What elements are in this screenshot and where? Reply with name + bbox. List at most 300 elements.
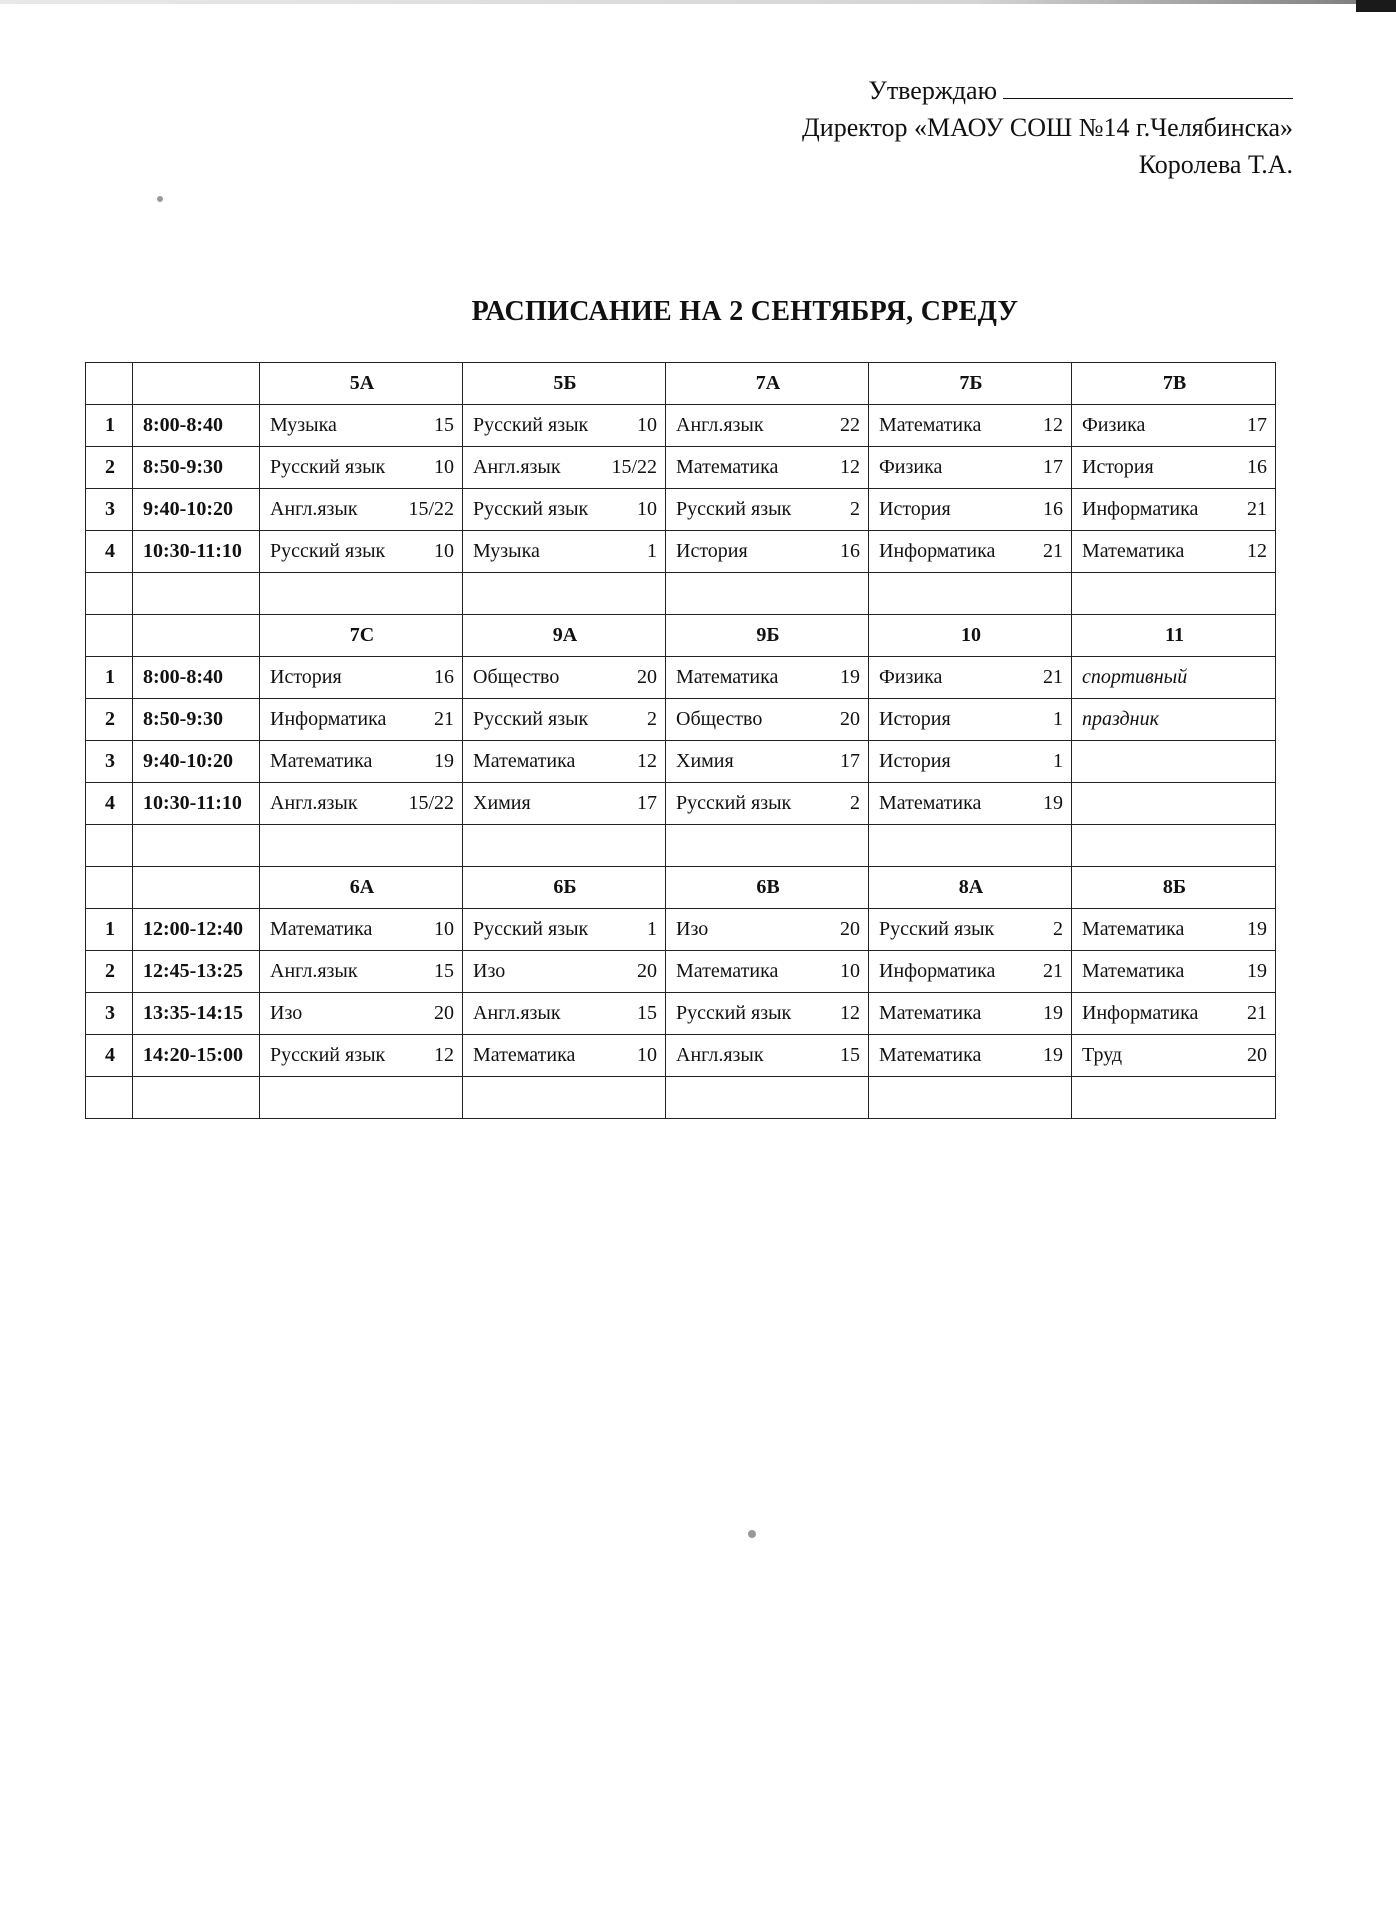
subject-name: Музыка	[473, 540, 540, 562]
empty-cell	[463, 825, 666, 867]
lesson-cell	[463, 1035, 666, 1077]
empty-cell	[133, 867, 260, 909]
lesson-time: 8:50-9:30	[133, 699, 260, 741]
class-name: 9Б	[666, 615, 869, 657]
room-number: 20	[840, 918, 860, 940]
lesson-cell	[260, 741, 463, 783]
subject-name: Математика	[270, 750, 373, 772]
class-name: 10	[869, 615, 1072, 657]
class-name: 8Б	[1072, 867, 1276, 909]
room-number: 16	[1247, 456, 1267, 478]
empty-cell	[86, 867, 133, 909]
empty-cell	[133, 573, 260, 615]
lesson-cell	[666, 1035, 869, 1077]
lesson-entry	[473, 792, 657, 815]
subject-name: История	[879, 750, 951, 772]
room-number: 19	[1043, 1002, 1063, 1024]
lesson-entry	[270, 1002, 454, 1025]
lesson-entry	[1082, 918, 1267, 941]
lesson-entry	[270, 918, 454, 941]
subject-name: Англ.язык	[473, 1002, 561, 1024]
lesson-time: 13:35-14:15	[133, 993, 260, 1035]
lesson-entry	[879, 792, 1063, 815]
lesson-time: 8:50-9:30	[133, 447, 260, 489]
lesson-row	[86, 489, 1276, 531]
lesson-cell	[869, 951, 1072, 993]
room-number: 19	[1247, 960, 1267, 982]
class-name: 6Б	[463, 867, 666, 909]
lesson-entry	[270, 498, 454, 521]
room-number: 16	[840, 540, 860, 562]
room-number: 2	[1053, 918, 1063, 940]
room-number: 1	[1053, 750, 1063, 772]
subject-name: Музыка	[270, 414, 337, 436]
lesson-entry	[676, 960, 860, 983]
class-name: 5Б	[463, 363, 666, 405]
room-number: 17	[840, 750, 860, 772]
room-number: 20	[434, 1002, 454, 1024]
class-name: 7А	[666, 363, 869, 405]
lesson-entry	[270, 414, 454, 437]
lesson-entry	[473, 918, 657, 941]
subject-name: Математика	[270, 918, 373, 940]
lesson-row	[86, 951, 1276, 993]
subject-name: Англ.язык	[270, 960, 358, 982]
lesson-cell	[666, 993, 869, 1035]
class-name: 8А	[869, 867, 1072, 909]
subject-name: Информатика	[1082, 1002, 1199, 1024]
subject-name: История	[879, 498, 951, 520]
lesson-cell	[1072, 909, 1276, 951]
lesson-cell	[869, 405, 1072, 447]
empty-cell	[133, 825, 260, 867]
subject-name: Русский язык	[270, 456, 386, 478]
empty-cell	[1072, 825, 1276, 867]
lesson-number: 3	[86, 741, 133, 783]
lesson-cell	[666, 531, 869, 573]
subject-name: Химия	[676, 750, 734, 772]
room-number: 10	[637, 414, 657, 436]
subject-name: Труд	[1082, 1044, 1123, 1066]
room-number: 19	[1043, 792, 1063, 814]
empty-cell	[260, 573, 463, 615]
lesson-cell	[463, 447, 666, 489]
lesson-cell	[1072, 993, 1276, 1035]
room-number: 19	[840, 666, 860, 688]
empty-cell	[869, 1077, 1072, 1119]
lesson-entry	[676, 1044, 860, 1067]
subject-name: Математика	[879, 1002, 982, 1024]
lesson-cell	[869, 741, 1072, 783]
lesson-entry	[473, 960, 657, 983]
lesson-row	[86, 741, 1276, 783]
spacer-row	[86, 573, 1276, 615]
room-number: 12	[840, 1002, 860, 1024]
lesson-number: 1	[86, 405, 133, 447]
room-number: 16	[434, 666, 454, 688]
lesson-cell	[260, 909, 463, 951]
subject-name: Англ.язык	[473, 456, 561, 478]
empty-cell	[86, 573, 133, 615]
subject-name: Информатика	[270, 708, 387, 730]
lesson-number: 3	[86, 489, 133, 531]
lesson-entry	[879, 918, 1063, 941]
lesson-cell	[463, 657, 666, 699]
room-number: 12	[1247, 540, 1267, 562]
lesson-entry	[1082, 1044, 1267, 1067]
lesson-number: 4	[86, 531, 133, 573]
empty-cell	[133, 363, 260, 405]
subject-name: Информатика	[879, 960, 996, 982]
room-number: 21	[1247, 498, 1267, 520]
lesson-cell	[260, 657, 463, 699]
lesson-entry	[473, 1044, 657, 1067]
lesson-row	[86, 699, 1276, 741]
lesson-cell	[1072, 405, 1276, 447]
subject-name: Изо	[270, 1002, 303, 1024]
subject-name: Англ.язык	[270, 792, 358, 814]
room-number: 10	[637, 498, 657, 520]
lesson-entry	[676, 666, 860, 689]
lesson-entry	[1082, 498, 1267, 521]
lesson-entry	[1082, 960, 1267, 983]
subject-name: Информатика	[879, 540, 996, 562]
lesson-cell	[869, 447, 1072, 489]
lesson-number: 4	[86, 783, 133, 825]
room-number: 17	[1247, 414, 1267, 436]
lesson-cell	[260, 993, 463, 1035]
room-number: 12	[637, 750, 657, 772]
class-header-row	[86, 867, 1276, 909]
subject-name: Русский язык	[676, 792, 792, 814]
subject-name: Математика	[1082, 540, 1185, 562]
empty-cell	[463, 1077, 666, 1119]
room-number: 1	[1053, 708, 1063, 730]
subject-name: Физика	[879, 666, 943, 688]
room-number: 15	[434, 960, 454, 982]
room-number: 15/22	[408, 498, 454, 520]
subject-name: Русский язык	[473, 918, 589, 940]
room-number: 21	[1247, 1002, 1267, 1024]
subject-name: Русский язык	[473, 498, 589, 520]
page-title: РАСПИСАНИЕ НА 2 СЕНТЯБРЯ, СРЕДУ	[471, 296, 1019, 327]
lesson-cell	[260, 447, 463, 489]
room-number: 10	[840, 960, 860, 982]
subject-name: История	[270, 666, 342, 688]
lesson-cell	[1072, 489, 1276, 531]
subject-name: Русский язык	[270, 540, 386, 562]
lesson-cell	[666, 909, 869, 951]
lesson-cell	[463, 531, 666, 573]
room-number: 21	[1043, 960, 1063, 982]
lesson-entry	[676, 1002, 860, 1025]
lesson-row	[86, 909, 1276, 951]
class-name: 9А	[463, 615, 666, 657]
subject-name: Русский язык	[676, 1002, 792, 1024]
room-number: 12	[840, 456, 860, 478]
subject-name: Русский язык	[473, 414, 589, 436]
lesson-cell	[463, 489, 666, 531]
empty-cell	[260, 1077, 463, 1119]
lesson-cell	[1072, 447, 1276, 489]
lesson-cell	[666, 783, 869, 825]
room-number: 10	[434, 540, 454, 562]
empty-cell	[86, 1077, 133, 1119]
lesson-row	[86, 447, 1276, 489]
lesson-cell	[869, 909, 1072, 951]
lesson-entry	[1082, 456, 1267, 479]
lesson-cell	[1072, 531, 1276, 573]
lesson-cell	[463, 741, 666, 783]
subject-name: Математика	[676, 666, 779, 688]
subject-name: Математика	[676, 960, 779, 982]
lesson-time: 9:40-10:20	[133, 741, 260, 783]
subject-name: Русский язык	[676, 498, 792, 520]
lesson-row	[86, 531, 1276, 573]
lesson-entry	[270, 792, 454, 815]
class-name: 5А	[260, 363, 463, 405]
lesson-cell	[666, 489, 869, 531]
lesson-cell	[869, 699, 1072, 741]
lesson-row	[86, 783, 1276, 825]
room-number: 15	[840, 1044, 860, 1066]
lesson-entry	[879, 750, 1063, 773]
lesson-entry	[270, 1044, 454, 1067]
lesson-time: 9:40-10:20	[133, 489, 260, 531]
room-number: 20	[1247, 1044, 1267, 1066]
lesson-entry	[879, 414, 1063, 437]
lesson-cell	[463, 951, 666, 993]
empty-cell	[1072, 573, 1276, 615]
empty-cell	[86, 615, 133, 657]
subject-name: Математика	[1082, 918, 1185, 940]
approval-line-1: Утверждаю	[802, 72, 1293, 109]
lesson-entry	[676, 498, 860, 521]
room-number: 10	[637, 1044, 657, 1066]
room-number: 1	[647, 918, 657, 940]
lesson-cell	[463, 993, 666, 1035]
lesson-entry	[676, 918, 860, 941]
scan-speck	[748, 1530, 756, 1538]
lesson-time: 12:45-13:25	[133, 951, 260, 993]
lesson-cell	[869, 993, 1072, 1035]
spacer-row	[86, 825, 1276, 867]
lesson-entry	[879, 456, 1063, 479]
lesson-cell	[1072, 741, 1276, 783]
room-number: 20	[637, 960, 657, 982]
lesson-entry	[1082, 414, 1267, 437]
lesson-entry	[1082, 708, 1267, 731]
empty-cell	[260, 825, 463, 867]
lesson-entry	[879, 666, 1063, 689]
subject-name: История	[879, 708, 951, 730]
lesson-time: 10:30-11:10	[133, 531, 260, 573]
lesson-number: 4	[86, 1035, 133, 1077]
lesson-row	[86, 1035, 1276, 1077]
room-number: 10	[434, 918, 454, 940]
lesson-entry	[676, 708, 860, 731]
lesson-entry	[270, 540, 454, 563]
room-number: 2	[647, 708, 657, 730]
lesson-cell	[463, 405, 666, 447]
subject-name: Изо	[676, 918, 709, 940]
lesson-number: 1	[86, 909, 133, 951]
subject-name: праздник	[1082, 708, 1159, 730]
lesson-entry	[676, 792, 860, 815]
lesson-entry	[270, 960, 454, 983]
class-header-row	[86, 363, 1276, 405]
lesson-entry	[270, 456, 454, 479]
subject-name: Физика	[1082, 414, 1146, 436]
lesson-entry	[1082, 666, 1267, 689]
room-number: 1	[647, 540, 657, 562]
lesson-time: 12:00-12:40	[133, 909, 260, 951]
lesson-entry	[676, 540, 860, 563]
lesson-number: 2	[86, 951, 133, 993]
subject-name: История	[676, 540, 748, 562]
schedule-table	[85, 362, 1276, 1119]
lesson-number: 1	[86, 657, 133, 699]
room-number: 12	[434, 1044, 454, 1066]
lesson-cell	[463, 909, 666, 951]
lesson-row	[86, 405, 1276, 447]
subject-name: Математика	[879, 792, 982, 814]
lesson-entry	[473, 1002, 657, 1025]
room-number: 15/22	[408, 792, 454, 814]
subject-name: Русский язык	[473, 708, 589, 730]
subject-name: Математика	[473, 1044, 576, 1066]
empty-cell	[86, 363, 133, 405]
lesson-entry	[879, 540, 1063, 563]
lesson-entry	[270, 750, 454, 773]
subject-name: Информатика	[1082, 498, 1199, 520]
lesson-cell	[666, 447, 869, 489]
room-number: 21	[434, 708, 454, 730]
class-name: 7В	[1072, 363, 1276, 405]
lesson-entry	[1082, 1002, 1267, 1025]
lesson-cell	[666, 741, 869, 783]
subject-name: Общество	[676, 708, 763, 730]
class-header-row	[86, 615, 1276, 657]
lesson-number: 2	[86, 447, 133, 489]
approval-stamp	[802, 72, 1293, 183]
lesson-entry	[270, 666, 454, 689]
lesson-time: 8:00-8:40	[133, 657, 260, 699]
lesson-entry	[270, 708, 454, 731]
subject-name: Англ.язык	[676, 1044, 764, 1066]
subject-name: Русский язык	[879, 918, 995, 940]
subject-name: Химия	[473, 792, 531, 814]
lesson-entry	[676, 456, 860, 479]
room-number: 20	[637, 666, 657, 688]
lesson-cell	[666, 951, 869, 993]
room-number: 20	[840, 708, 860, 730]
approval-line-2: Директор «МАОУ СОШ №14 г.Челябинска»	[802, 113, 1293, 142]
schedule-body	[86, 363, 1276, 1119]
room-number: 2	[850, 792, 860, 814]
class-name: 7Б	[869, 363, 1072, 405]
lesson-entry	[473, 708, 657, 731]
room-number: 22	[840, 414, 860, 436]
room-number: 12	[1043, 414, 1063, 436]
lesson-time: 8:00-8:40	[133, 405, 260, 447]
subject-name: Общество	[473, 666, 560, 688]
signature-line	[1003, 76, 1293, 99]
lesson-cell	[260, 783, 463, 825]
room-number: 17	[1043, 456, 1063, 478]
subject-name: спортивный	[1082, 666, 1188, 688]
lesson-cell	[1072, 783, 1276, 825]
subject-name: Математика	[1082, 960, 1185, 982]
subject-name: Математика	[879, 414, 982, 436]
room-number: 15/22	[611, 456, 657, 478]
lesson-entry	[879, 708, 1063, 731]
lesson-cell	[1072, 699, 1276, 741]
subject-name: Математика	[879, 1044, 982, 1066]
empty-cell	[666, 825, 869, 867]
lesson-cell	[260, 489, 463, 531]
lesson-entry	[879, 1044, 1063, 1067]
subject-name: Англ.язык	[270, 498, 358, 520]
empty-cell	[463, 573, 666, 615]
lesson-cell	[666, 699, 869, 741]
room-number: 10	[434, 456, 454, 478]
lesson-entry	[676, 414, 860, 437]
subject-name: Англ.язык	[676, 414, 764, 436]
class-name: 6А	[260, 867, 463, 909]
lesson-cell	[463, 783, 666, 825]
class-name: 6В	[666, 867, 869, 909]
lesson-cell	[463, 699, 666, 741]
lesson-entry	[473, 750, 657, 773]
class-name: 7С	[260, 615, 463, 657]
subject-name: Изо	[473, 960, 506, 982]
scan-corner-mark	[1356, 0, 1396, 12]
lesson-cell	[1072, 1035, 1276, 1077]
subject-name: Русский язык	[270, 1044, 386, 1066]
lesson-cell	[1072, 657, 1276, 699]
lesson-cell	[260, 531, 463, 573]
lesson-cell	[869, 783, 1072, 825]
room-number: 15	[434, 414, 454, 436]
lesson-cell	[869, 1035, 1072, 1077]
lesson-time: 10:30-11:10	[133, 783, 260, 825]
room-number: 17	[637, 792, 657, 814]
subject-name: Физика	[879, 456, 943, 478]
empty-cell	[869, 825, 1072, 867]
lesson-cell	[869, 657, 1072, 699]
lesson-cell	[260, 405, 463, 447]
approval-line-3: Королева Т.А.	[1138, 150, 1293, 179]
lesson-entry	[473, 666, 657, 689]
class-name: 11	[1072, 615, 1276, 657]
room-number: 15	[637, 1002, 657, 1024]
room-number: 19	[1247, 918, 1267, 940]
subject-name: Математика	[676, 456, 779, 478]
lesson-cell	[260, 1035, 463, 1077]
lesson-entry	[473, 456, 657, 479]
lesson-entry	[473, 414, 657, 437]
lesson-row	[86, 657, 1276, 699]
room-number: 2	[850, 498, 860, 520]
room-number: 21	[1043, 540, 1063, 562]
lesson-cell	[869, 531, 1072, 573]
lesson-number: 2	[86, 699, 133, 741]
lesson-row	[86, 993, 1276, 1035]
lesson-cell	[666, 657, 869, 699]
spacer-row	[86, 1077, 1276, 1119]
room-number: 16	[1043, 498, 1063, 520]
